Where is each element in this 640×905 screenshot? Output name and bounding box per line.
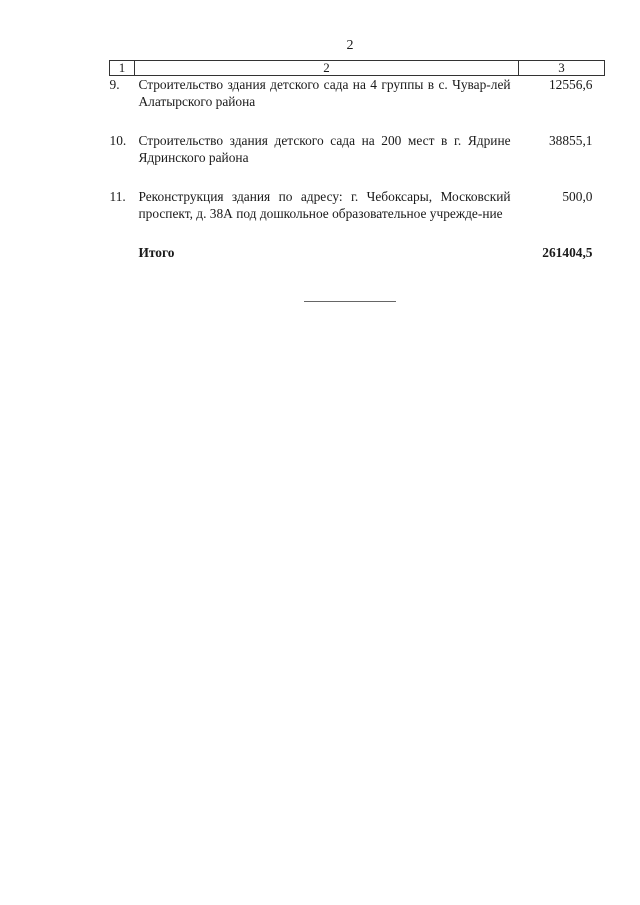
- header-cell-1: 1: [110, 61, 135, 76]
- row-number: 11.: [109, 189, 126, 204]
- page-number: 2: [346, 38, 354, 53]
- total-row: [110, 244, 605, 261]
- table-row: [110, 188, 605, 244]
- row-amount: 500,0: [562, 189, 593, 204]
- row-description: Строительство здания детского сада на 200 мест в г. Ядрине Ядринского района: [138, 133, 511, 165]
- row-number: 9.: [109, 77, 120, 92]
- total-label: Итого: [138, 245, 175, 260]
- row-description: Реконструкция здания по адресу: г. Чебоксары, Московский проспект, д. 38А под дошкольное образовательное учрежде-ние: [138, 189, 511, 221]
- total-number-cell: [110, 244, 135, 261]
- table-row: [110, 132, 605, 188]
- header-cell-2: 2: [134, 61, 518, 76]
- end-separator-line: [304, 301, 396, 302]
- funding-table: [109, 60, 605, 261]
- row-description: Строительство здания детского сада на 4 группы в с. Чувар-лей Алатырского района: [138, 77, 511, 109]
- row-amount: 12556,6: [548, 77, 593, 92]
- row-amount: 38855,1: [548, 133, 593, 148]
- total-amount: 261404,5: [542, 245, 593, 260]
- row-number: 10.: [109, 133, 127, 148]
- table-header-row: [110, 61, 605, 76]
- table-row: [110, 76, 605, 133]
- header-cell-3: 3: [519, 61, 605, 76]
